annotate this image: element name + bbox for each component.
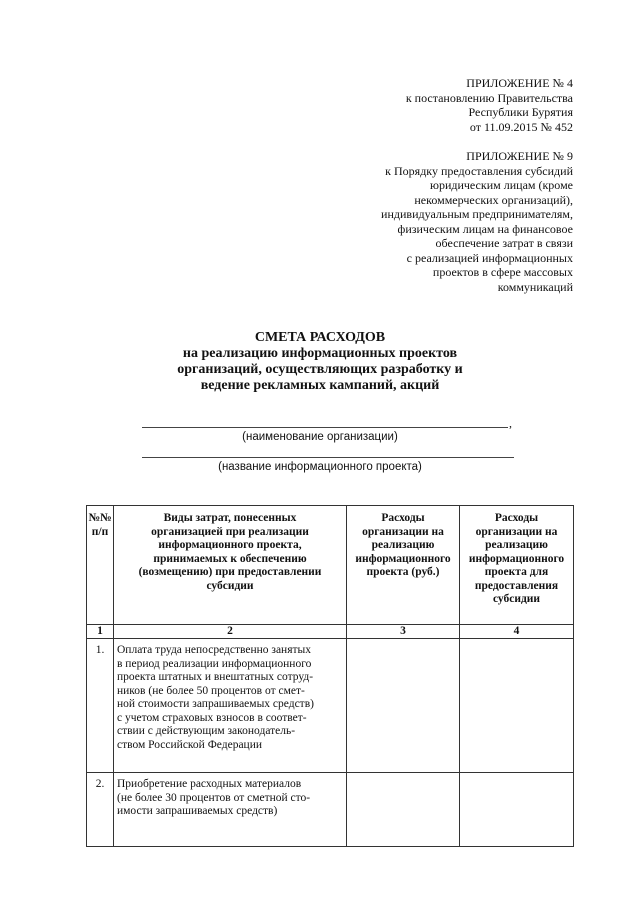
table-row <box>87 639 574 773</box>
header-line: организации на <box>362 525 444 538</box>
header-line: проекта для <box>484 566 549 578</box>
appendix-9-line: с реализацией информационных <box>406 250 573 265</box>
appendix-9-line: индивидуальным предпринимателям, <box>381 207 573 221</box>
organization-caption: (наименование организации) <box>242 431 398 443</box>
description-line: ников (не более 50 процентов от смет- <box>117 684 305 697</box>
header-line: реализацию <box>371 539 435 551</box>
header-line: субсидии <box>492 593 541 605</box>
header-line: проекта (руб.) <box>366 566 440 578</box>
row-description <box>114 773 347 847</box>
header-cell-org-expenses <box>347 506 460 625</box>
row-org-expense-cell[interactable] <box>347 773 460 847</box>
header-line: организацией при реализации <box>151 525 309 538</box>
description-line: проекта штатных и внештатных сотруд- <box>117 671 314 683</box>
expense-table <box>86 505 574 847</box>
row-description <box>114 639 347 773</box>
title-line: ведение рекламных кампаний, акций <box>200 378 440 393</box>
title-line: СМЕТА РАСХОДОВ <box>254 330 386 345</box>
row-subsidy-expense-cell[interactable] <box>460 773 574 847</box>
appendix-4-line: к постановлению Правительства <box>405 90 573 105</box>
header-line: организации на <box>475 525 558 538</box>
description-line: ством Российской Федерации <box>117 738 263 751</box>
title-line: на реализацию информационных проектов <box>182 346 458 361</box>
appendix-9-line: коммуникаций <box>497 279 573 294</box>
appendix-9-line: физическим лицам на финансовое <box>397 221 573 236</box>
appendix-4-line: от 11.09.2015 № 452 <box>469 119 573 134</box>
column-number-row <box>87 625 574 639</box>
title-line: организаций, осуществляющих разработку и <box>177 362 463 377</box>
appendix-4-heading: ПРИЛОЖЕНИЕ № 4 <box>466 76 573 90</box>
header-line: (возмещению) при предоставлении <box>138 566 322 578</box>
description-line: имости запрашиваемых средств) <box>117 805 278 817</box>
header-line: субсидии <box>206 579 254 592</box>
header-line: информационного <box>468 552 565 565</box>
project-name-line[interactable] <box>142 457 514 458</box>
appendix-4-line: Республики Бурятия <box>468 105 573 119</box>
appendix-9-line: юридическим лицам (кроме <box>429 178 573 192</box>
header-line: Расходы <box>381 512 425 524</box>
column-number: 3 <box>347 625 460 639</box>
description-line: с учетом страховых взносов в соответ- <box>117 711 307 724</box>
table-row <box>87 773 574 847</box>
appendix-9-line: к Порядку предоставления субсидий <box>385 163 573 178</box>
row-number: 2. <box>87 773 114 847</box>
appendix-9-line: некоммерческих организаций), <box>414 192 573 207</box>
appendix-4-block <box>406 76 573 134</box>
header-line: информационного проекта, <box>158 539 302 551</box>
column-number: 1 <box>87 625 114 639</box>
header-line: п/п <box>91 525 109 538</box>
header-line: принимаемых к обеспечению <box>153 552 307 565</box>
column-number: 4 <box>460 625 574 639</box>
header-line: Виды затрат, понесенных <box>163 512 297 524</box>
document-title <box>0 330 640 394</box>
description-line: Приобретение расходных материалов <box>117 778 302 790</box>
description-line: в период реализации информационного <box>117 657 312 670</box>
row-subsidy-expense-cell[interactable] <box>460 639 574 773</box>
description-line: Оплата труда непосредственно занятых <box>117 644 312 656</box>
header-line: Расходы <box>494 512 539 524</box>
header-line: информационного <box>355 552 451 565</box>
header-line: реализацию <box>485 539 548 551</box>
row-org-expense-cell[interactable] <box>347 639 460 773</box>
description-line: ной стоимости запрашиваемых средств) <box>117 698 314 710</box>
description-line: ствии с действующим законодатель- <box>117 725 296 737</box>
header-cell-number <box>87 506 114 625</box>
column-number: 2 <box>114 625 347 639</box>
appendix-9-line: обеспечение затрат в связи <box>435 236 573 250</box>
appendix-9-line: проектов в сфере массовых <box>432 265 573 279</box>
header-cell-subsidy-expenses <box>460 506 574 625</box>
table-header-row <box>87 506 574 625</box>
row-number: 1. <box>87 639 114 773</box>
description-line: (не более 30 процентов от сметной сто- <box>117 791 311 804</box>
header-line: предоставления <box>474 579 559 592</box>
appendix-9-block <box>381 149 573 294</box>
organization-comma: , <box>509 416 512 430</box>
appendix-9-heading: ПРИЛОЖЕНИЕ № 9 <box>466 149 573 163</box>
project-caption: (название информационного проекта) <box>218 461 422 473</box>
organization-name-line[interactable] <box>142 427 508 428</box>
header-line: №№ <box>88 512 112 524</box>
header-cell-expense-type <box>114 506 347 625</box>
